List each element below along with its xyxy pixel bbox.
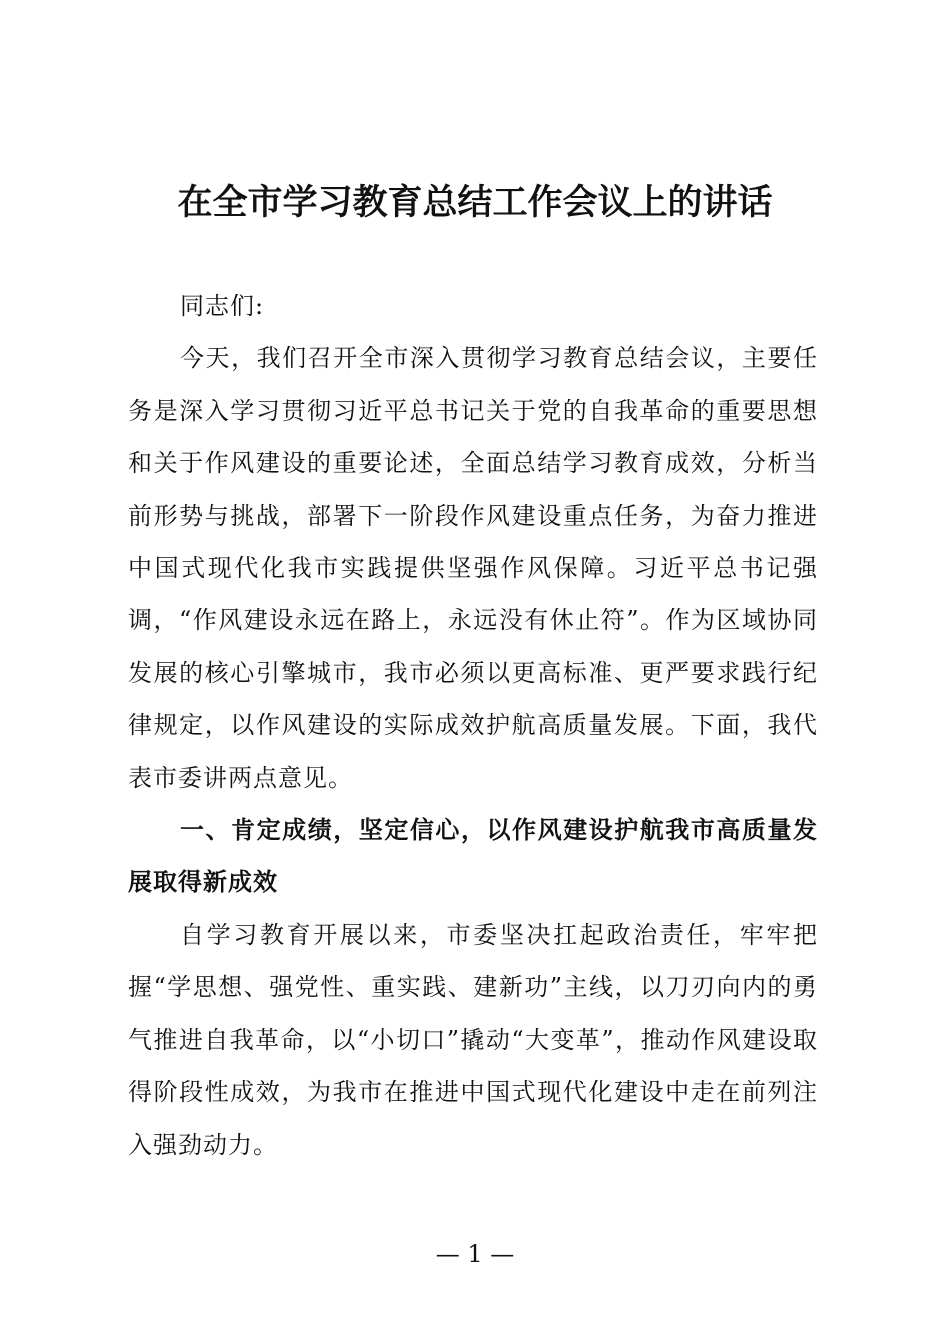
salutation: 同志们:	[180, 292, 265, 320]
intro-paragraph: 今天，我们召开全市深入贯彻学习教育总结会议，主要任务是深入学习贯彻习近平总书记关于党的自我革命的重要思想和关于作风建设的重要论述，全面总结学习教育成效，分析当前形势与挑战，部署下一阶段作风建设重点任务，为奋力推进中国式现代化我市实践提供坚强作风保障。习近平总书记强调，“作风建设永远在路上，永远没有休止符”。作为区域协同发展的核心引擎城市，我市必须以更高标准、更严要求践行纪律规定，以作风建设的实际成效护航高质量发展。下面，我代表市委讲两点意见。	[128, 344, 818, 792]
document-title: 在全市学习教育总结工作会议上的讲话	[177, 183, 773, 223]
page-number: — 1 —	[435, 1240, 515, 1268]
section-heading: 一、肯定成绩，坚定信心，以作风建设护航我市高质量发展取得新成效	[128, 816, 818, 897]
section-paragraph: 自学习教育开展以来，市委坚决扛起政治责任，牢牢把握“学思想、强党性、重实践、建新功”主线，以刀刃向内的勇气推进自我革命，以“小切口”撬动“大变革”，推动作风建设取得阶段性成效，为我市在推进中国式现代化建设中走在前列注入强劲动力。	[128, 920, 818, 1159]
document-body	[128, 280, 818, 1171]
